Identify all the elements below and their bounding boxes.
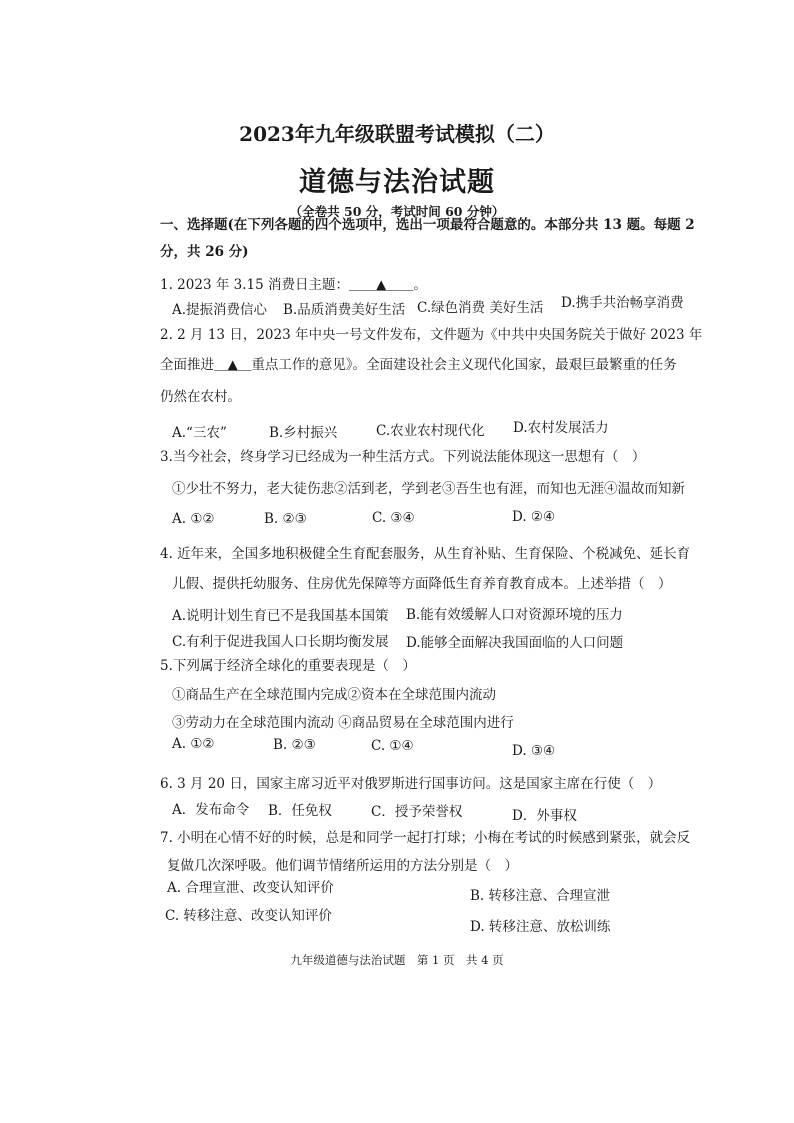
question-3-option-a: A. ①② [172, 511, 215, 527]
question-5-stem-line2: ①商品生产在全球范围内完成②资本在全球范围内流动 [172, 687, 496, 703]
question-3-stem-line2: ①少壮不努力，老大徒伤悲②活到老，学到老③吾生也有涯，而知也无涯④温故而知新 [172, 481, 685, 497]
question-3-option-c: C. ③④ [372, 510, 415, 526]
question-3-stem-line1: 3.当今社会，终身学习已经成为一种生活方式。下列说法能体现这一思想有（ ） [160, 449, 646, 465]
question-4-option-c: C.有利于促进我国人口长期均衡发展 [172, 634, 389, 650]
question-1-option-a: A.提振消费信心 [172, 302, 268, 318]
question-3-option-d: D. ②④ [512, 509, 556, 525]
question-1-stem: 1. 2023 年 3.15 消费日主题：＿＿▲＿＿。 [160, 277, 427, 293]
question-7-option-c: C. 转移注意、改变认知评价 [165, 908, 332, 924]
question-2-option-d: D.农村发展活力 [513, 420, 609, 436]
question-5-option-c: C. ①④ [371, 738, 414, 754]
question-5-option-d: D. ③④ [512, 743, 556, 759]
question-7-option-d: D. 转移注意、放松训练 [470, 919, 611, 935]
question-2-option-c: C.农业农村现代化 [376, 423, 485, 439]
question-1-option-c: C.绿色消费 美好生活 [417, 300, 544, 316]
question-5-stem-line3: ③劳动力在全球范围内流动 ④商品贸易在全球范围内进行 [172, 715, 514, 731]
question-7-option-b: B. 转移注意、合理宣泄 [470, 888, 611, 904]
question-6-option-d: D．外事权 [512, 808, 577, 824]
question-6-option-a: A．发布命令 [172, 802, 250, 818]
question-6-option-c: C．授予荣誉权 [371, 804, 463, 820]
question-4-stem-line1: 4. 近年来，全国多地积极健全生育配套服务，从生育补贴、生育保险、个税减免、延长育 [160, 546, 691, 562]
exam-title: 2023年九年级联盟考试模拟（二） [239, 122, 555, 146]
question-6-stem: 6. 3 月 20 日，国家主席习近平对俄罗斯进行国事访问。这是国家主席在行使（ ） [160, 776, 662, 792]
question-3-option-b: B. ②③ [264, 511, 307, 527]
question-2-stem-line3: 仍然在农村。 [160, 389, 241, 405]
subject-title: 道德与法治试题 [299, 167, 495, 198]
question-5-option-a: A. ①② [172, 736, 215, 752]
question-5-option-b: B. ②③ [273, 737, 316, 753]
question-7-option-a: A. 合理宣泄、改变认知评价 [167, 880, 334, 896]
question-2-stem-line2: 全面推进＿▲＿重点工作的意见》。全面建设社会主义现代化国家，最艰巨最繁重的任务 [160, 357, 677, 373]
question-5-stem-line1: 5.下列属于经济全球化的重要表现是（ ） [160, 658, 416, 674]
question-4-stem-line2: 儿假、提供托幼服务、住房优先保障等方面降低生育养育教育成本。上述举措（ ） [172, 576, 672, 592]
section-heading: 一、选择题(在下列各题的四个选项中，选出一项最符合题意的。本部分共 13 题。每题 2 分，共 26 分) [160, 217, 695, 260]
question-4-option-b: B.能有效缓解人口对资源环境的压力 [406, 607, 623, 623]
question-6-option-b: B．任免权 [268, 803, 332, 819]
question-7-stem-line1: 7. 小明在心情不好的时候，总是和同学一起打打球；小梅在考试的时候感到紧张，就会反 [160, 830, 691, 846]
question-2-stem-line1: 2. 2 月 13 日，2023 年中央一号文件发布，文件题为《中共中央国务院关于做好 2023 年 [160, 327, 703, 343]
question-1-option-d: D.携手共治畅享消费 [561, 295, 684, 311]
exam-note: （全卷共 50 分，考试时间 60 分钟） [289, 204, 505, 219]
question-1-option-b: B.品质消费美好生活 [283, 302, 406, 318]
page-footer: 九年级道德与法治试题 第 1 页 共 4 页 [290, 953, 504, 967]
question-4-option-a: A.说明计划生育已不是我国基本国策 [172, 608, 389, 624]
question-2-option-a: A.“三农” [172, 425, 227, 441]
question-4-option-d: D.能够全面解决我国面临的人口问题 [406, 635, 624, 651]
question-2-option-b: B.乡村振兴 [269, 425, 338, 441]
question-7-stem-line2: 复做几次深呼吸。他们调节情绪所运用的方法分别是（ ） [167, 858, 518, 874]
